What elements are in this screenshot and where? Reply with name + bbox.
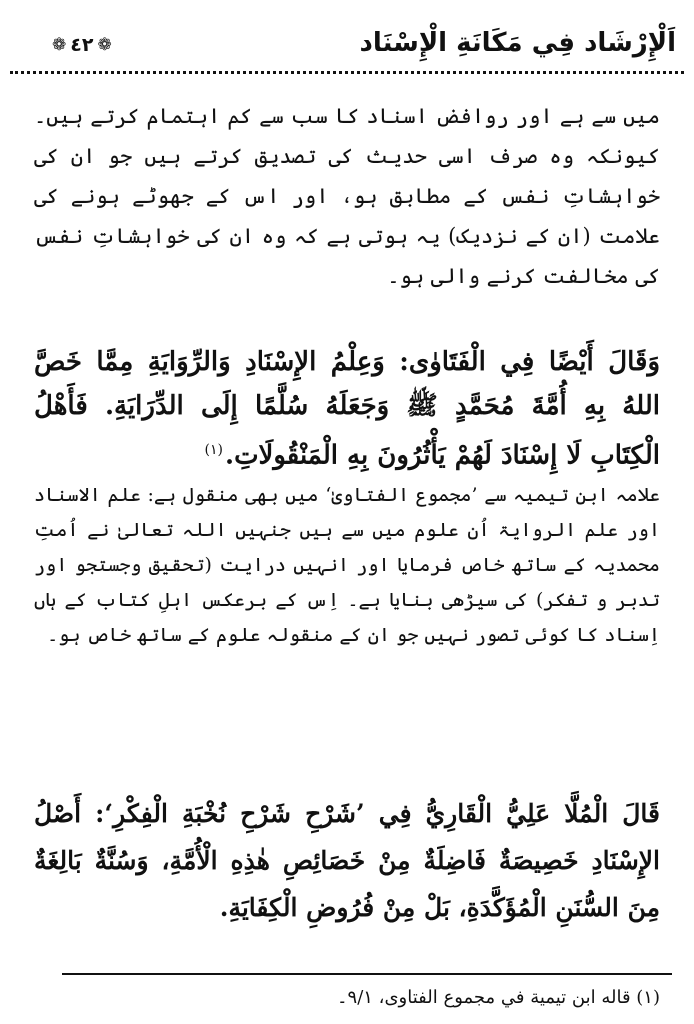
- header-divider: [10, 71, 684, 74]
- arabic-quote-1-text: وَقَالَ أَيْضًا فِي الْفَتَاوٰى: وَعِلْمُ الإِسْنَادِ وَالرِّوَايَةِ مِمَّا خَصَّ اللهُ بِهِ أُمَّةَ مُحَمَّدٍ ﷺ وَجَعَلَهُ سُلَّمًا إِلَى الدِّرَايَةِ. فَأَهْلُ الْكِتَابِ لَا إِسْنَادَ لَهُمْ يَأْثُرُونَ بِهِ الْمَنْقُولَاتِ.: [34, 347, 660, 471]
- urdu-paragraph-2: علامہ ابن تیمیہ سے ’مجموع الفتاویٰ‘ میں بھی منقول ہے: علم الاسناد اور علم الروایۃ اُن علوم میں سے ہیں جنہیں اللہ تعالیٰ نے اُمتِ محمدیہ کے ساتھ خاص فرمایا اور انہیں درایت (تحقیق وجستجو اور تدبر و تفکر) کی سیڑھی بنایا ہے۔ اِس کے برعکس اہلِ کتاب کے ہاں اِسناد کا کوئی تصور نہیں جو ان کے منقولہ علوم کے ساتھ خاص ہو۔: [34, 484, 660, 646]
- footnote: (١) قاله ابن تيمية في مجموع الفتاوى، ٩/١۔: [336, 987, 660, 1008]
- footnote-reference: (١): [204, 442, 224, 458]
- arabic-quote-2: قَالَ الْمُلَّا عَلِيُّ الْقَارِيُّ فِي ’شَرْحِ شَرْحِ نُخْبَةِ الْفِكْرِ‘: أَصْلُ الإِسْنَادِ خَصِيصَةٌ فَاضِلَةٌ مِنْ خَصَائِصِ هٰذِهِ الْأُمَّةِ، وَسُنَّةٌ بَالِغَةٌ مِنَ السُّنَنِ الْمُؤَكَّدَةِ، بَلْ مِنْ فُرُوضِ الْكِفَايَةِ.: [34, 799, 660, 922]
- page-number: ٤٢: [70, 34, 94, 56]
- footnote-divider: [62, 973, 672, 975]
- arabic-quote-1: [34, 340, 660, 478]
- running-title: اَلْإِرْشَاد فِي مَكَانَةِ الْإِسْنَاد: [359, 28, 676, 58]
- flower-ornament-icon: ❁: [52, 34, 67, 55]
- page-number-badge: [52, 30, 112, 60]
- urdu-paragraph-1: میں سے ہے اور روافض اسناد کا سب سے کم اہتمام کرتے ہیں۔ کیونکہ وہ صرف اسی حدیث کی تصدیق کرتے ہیں جو ان کی خواہشاتِ نفس کے مطابق ہو، اور اس کے جھوٹے ہونے کی علامت (ان کے نزدیک) یہ ہوتی ہے کہ وہ ان کی خواہشاتِ نفس کی مخالفت کرنے والی ہو۔: [34, 104, 660, 288]
- page-header: [12, 20, 682, 68]
- flower-ornament-icon: ❁: [97, 34, 112, 55]
